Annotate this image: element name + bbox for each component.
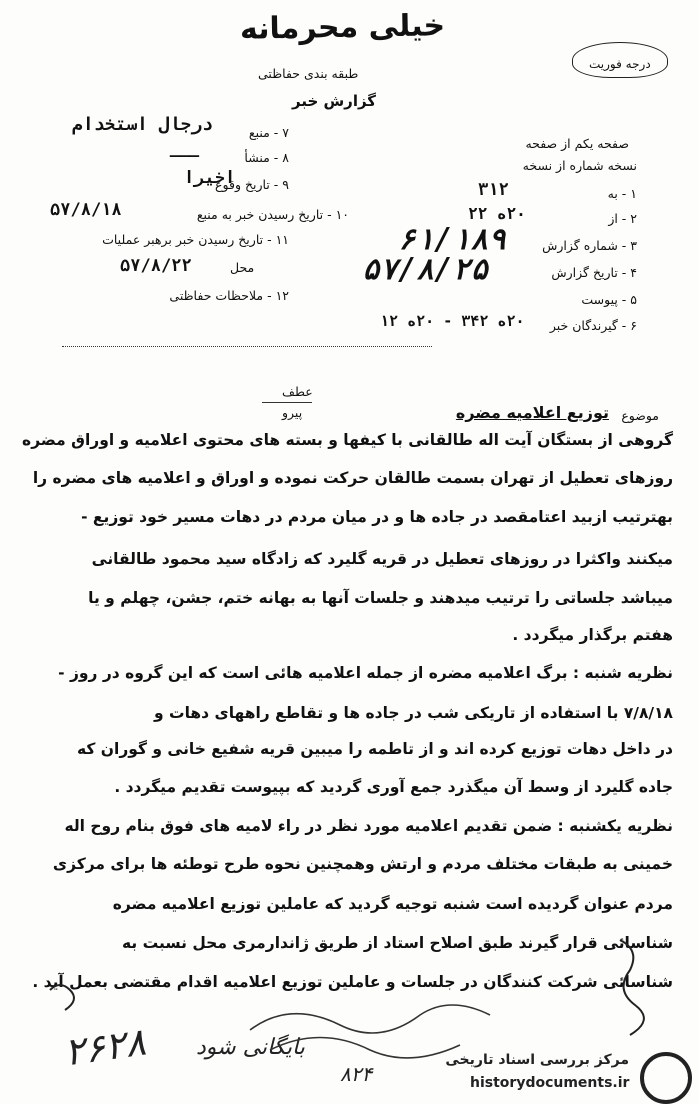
field-11-location-label: محل — [230, 260, 255, 275]
body-line: در داخل دهات توزیع کرده اند و از تاطمه را میبین قریه شفیع خانی و گوران که — [76, 740, 673, 758]
follow-up-label: پیرو — [282, 405, 303, 420]
field-11-value: ۵۷/۸/۲۲ — [120, 256, 192, 276]
field-3-value: ۶۱/۱۸۹ — [398, 222, 507, 257]
field-5-label: ۵ - پیوست — [581, 292, 637, 307]
field-7-label: ۷ - منبع — [248, 125, 289, 140]
body-line: شناسائی قرار گیرند طبق اصلاح استاد از طریق ژاندارمری محل نسبت به — [122, 934, 673, 952]
field-8-value: ـــ — [170, 142, 199, 161]
field-1-value: ۳۱۲ — [478, 180, 509, 200]
field-4-value: ۵۷/۸/۲۵ — [362, 252, 489, 287]
priority-label: درجه فوریت — [572, 42, 668, 78]
subject-value: توزیع اعلامیه مضره — [455, 403, 609, 422]
reference-label: عطف — [282, 384, 313, 399]
body-line: مردم عنوان گردیده است شنبه توجیه گردید که عاملین توزیع اعلامیه مضره — [112, 895, 673, 913]
reference-rule — [262, 402, 312, 403]
archive-logo-icon — [640, 1052, 692, 1104]
field-7-value: درجال استخدام — [72, 114, 213, 135]
separator-line — [62, 346, 432, 347]
field-11-label: ۱۱ - تاریخ رسیدن خبر برهبر عملیات — [102, 232, 289, 247]
body-line: جاده گلیرد از وسط آن میگذرد جمع آوری گردید که بپیوست تقدیم میگردد . — [114, 778, 673, 796]
field-9-value: اخیرا — [184, 168, 236, 188]
body-line: شناسائی شرکت کنندگان در جلسات و عاملین توزیع اعلامیه اقدام مقتضی بعمل آید . — [32, 973, 673, 991]
body-line: میباشد جلساتی را ترتیب میدهند و جلسات آنها به بهانه ختم، جشن، چهلم و یا — [88, 589, 673, 607]
report-title: گزارش خبر — [292, 92, 377, 110]
body-line: بهترتیب ازبید اعتامقصد در جاده ها و در میان مردم در دهات مسیر خود توزیع - — [81, 508, 673, 526]
field-4-label: ۴ - تاریخ گزارش — [551, 265, 637, 280]
watermark-url[interactable]: historydocuments.ir — [470, 1075, 630, 1091]
body-line: میکنند واکثرا در روزهای تعطیل در قریه گلیرد که زادگاه سید محمود طالقانی — [91, 550, 673, 568]
page-number-label: صفحه یکم از صفحه — [525, 136, 629, 151]
field-2-value: ۲۰ه ۲۲ — [468, 204, 526, 223]
body-line: خمینی به طبقات مختلف مردم و ارتش وهمچنین نحوه طرح توطئه ها برای مرکزی — [52, 855, 673, 873]
body-line: گروهی از بستگان آیت اله طالقانی با کیفها و بسته های محتوی اعلامیه و اوراق مضره — [22, 431, 673, 449]
field-10-label: ۱۰ - تاریخ رسیدن خبر به منبع — [196, 207, 349, 222]
copy-number-label: نسخه شماره از نسخه — [522, 158, 637, 173]
body-line: روزهای تعطیل از تهران بسمت طالقان حرکت نموده و اوراق و اعلامیه های مضره را — [32, 469, 673, 487]
field-3-label: ۳ - شماره گزارش — [542, 238, 637, 253]
classification-stamp: خیلی محرمانه — [239, 8, 446, 47]
body-line: ۷/۸/۱۸ با استفاده از تاریکی شب در جاده ها و تقاطع راههای دهات و — [153, 704, 673, 722]
watermark-name: مرکز بررسی اسناد تاریخی — [445, 1052, 629, 1068]
handwritten-note: بایگانی شود — [196, 1035, 305, 1060]
body-line: نظریه شنبه : برگ اعلامیه مضره از جمله اعلامیه هائی است که این گروه در روز - — [58, 664, 673, 682]
signature-scribbles — [20, 920, 680, 1100]
field-9-label: ۹ - تاریخ وقوع — [215, 177, 289, 192]
field-6-label: ۶ - گیرندگان خبر — [549, 318, 637, 333]
field-6-value: ۲۰ه ۳۴۲ - ۲۰ه ۱۲ — [380, 312, 525, 330]
field-8-label: ۸ - منشأ — [244, 150, 289, 165]
handwritten-number: ۲۶۲۸ — [61, 1019, 149, 1075]
subject-label: موضوع — [621, 408, 659, 423]
field-1-label: ۱ - به — [607, 186, 637, 201]
body-line: نظریه یکشنبه : ضمن تقدیم اعلامیه مورد نظر در راء لامیه های فوق بنام روح اله — [64, 817, 673, 835]
field-2-label: ۲ - از — [608, 211, 637, 226]
body-line: هفتم برگذار میگردد . — [512, 626, 673, 644]
field-10-value: ۵۷/۸/۱۸ — [50, 200, 122, 220]
handwritten-date: ۸۲۴ — [340, 1062, 373, 1086]
classification-label: طبقه بندی حفاظتی — [258, 66, 359, 81]
field-12-label: ۱۲ - ملاحظات حفاظتی — [169, 288, 289, 303]
